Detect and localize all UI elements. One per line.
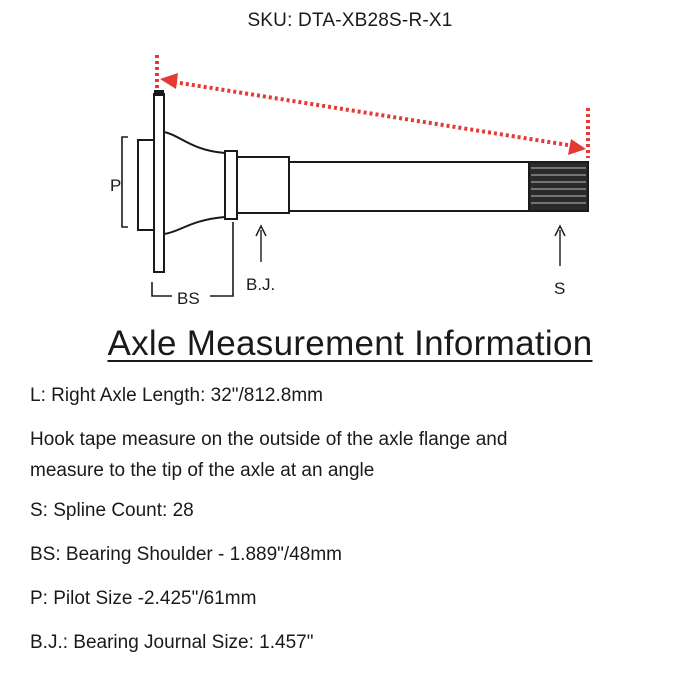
axle-shaft — [289, 162, 529, 211]
axle-diagram — [0, 0, 700, 320]
bearing-shoulder-label: BS — [177, 289, 200, 308]
axle-flare — [164, 132, 225, 234]
spline-count-info: S: Spline Count: 28 — [30, 500, 194, 521]
axle-flange — [154, 94, 164, 272]
length-arrowhead-left — [160, 73, 178, 89]
flange-top-edge — [154, 90, 164, 96]
axle-length-info: L: Right Axle Length: 32"/812.8mm — [30, 385, 323, 406]
pilot-size-info: P: Pilot Size -2.425"/61mm — [30, 588, 257, 609]
axle-pilot — [138, 140, 154, 230]
axle-seal-section — [237, 157, 289, 213]
axle-splines — [529, 162, 588, 211]
sku-label: SKU: DTA-XB28S-R-X1 — [247, 10, 453, 31]
pilot-bracket — [122, 137, 128, 227]
measure-instructions-line-1: Hook tape measure on the outside of the axle flange and — [30, 429, 508, 450]
length-measure-line — [174, 82, 574, 146]
bearing-journal-label: B.J. — [246, 275, 276, 294]
measure-instructions-line-2: measure to the tip of the axle at an angle — [30, 460, 375, 481]
bearing-journal-info: B.J.: Bearing Journal Size: 1.457" — [30, 632, 314, 653]
pilot-label: P — [110, 176, 122, 195]
bearing-shoulder-info: BS: Bearing Shoulder - 1.889"/48mm — [30, 544, 342, 565]
spline-label: S — [554, 279, 566, 298]
length-arrowhead-right — [568, 139, 586, 155]
bearing-journal — [225, 151, 237, 219]
page-title: Axle Measurement Information — [107, 324, 593, 363]
measure-instructions — [30, 424, 670, 486]
